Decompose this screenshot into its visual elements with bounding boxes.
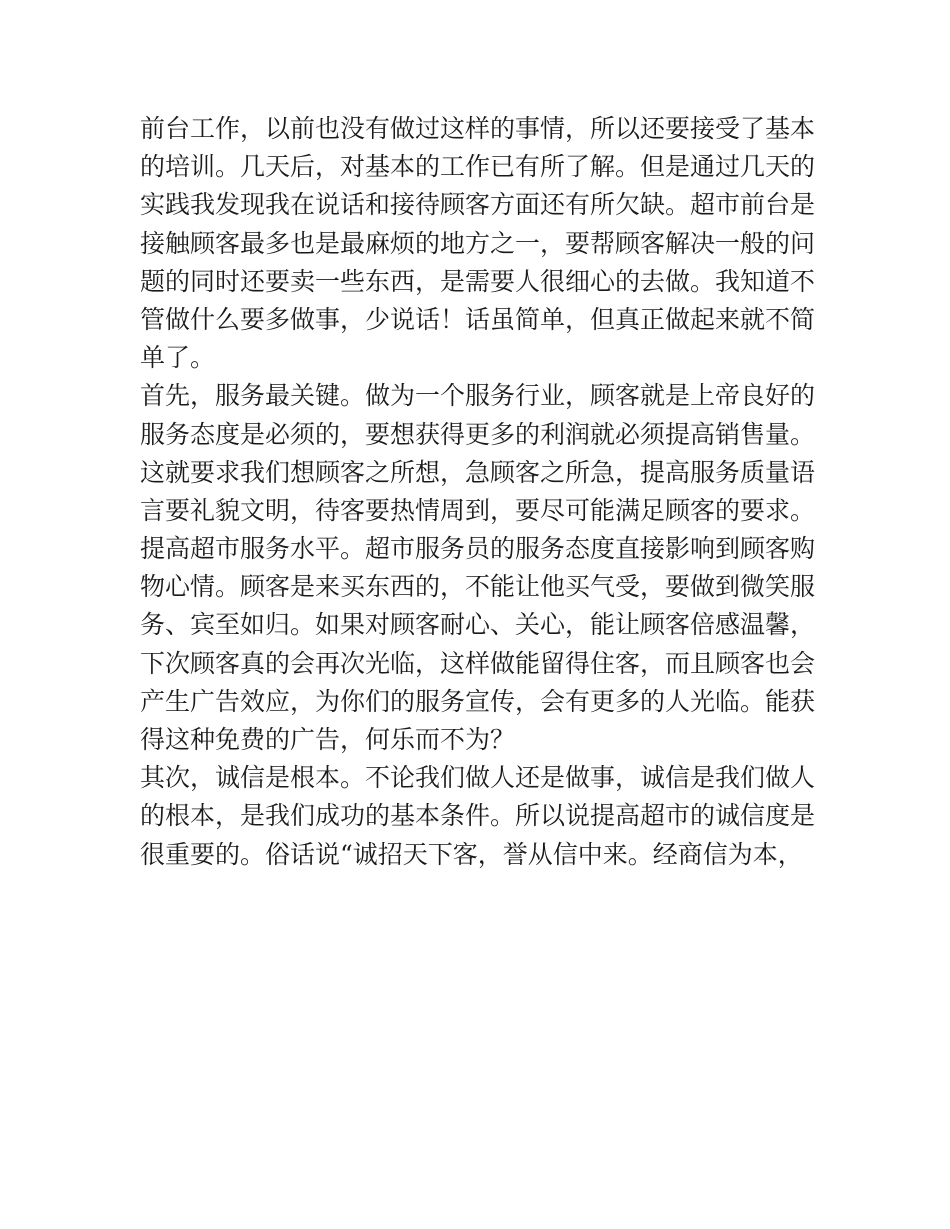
text-line: 其次，诚信是根本。不论我们做人还是做事，诚信是我们做人 — [140, 763, 816, 793]
text-line: 接触顾客最多也是最麻烦的地方之一，要帮顾客解决一般的问 — [140, 228, 816, 258]
text-line: 言要礼貌文明，待客要热情周到，要尽可能满足顾客的要求。 — [140, 495, 816, 525]
document-body-text — [140, 110, 820, 874]
text-line: 实践我发现我在说话和接待顾客方面还有所欠缺。超市前台是 — [140, 190, 816, 220]
text-line: 题的同时还要卖一些东西，是需要人很细心的去做。我知道不 — [140, 266, 816, 296]
text-line: 的根本，是我们成功的基本条件。所以说提高超市的诚信度是 — [140, 801, 816, 831]
text-line: 务、宾至如归。如果对顾客耐心、关心，能让顾客倍感温馨， — [140, 610, 816, 640]
text-line: 的培训。几天后，对基本的工作已有所了解。但是通过几天的 — [140, 152, 816, 182]
text-line: 物心情。顾客是来买东西的，不能让他买气受，要做到微笑服 — [140, 572, 816, 602]
text-line: 首先，服务最关键。做为一个服务行业，顾客就是上帝良好的 — [140, 381, 816, 411]
text-line: 提高超市服务水平。超市服务员的服务态度直接影响到顾客购 — [140, 534, 816, 564]
text-line: 单了。 — [140, 343, 216, 373]
text-line: 下次顾客真的会再次光临，这样做能留得住客，而且顾客也会 — [140, 648, 816, 678]
text-line: 很重要的。俗话说“诚招天下客，誉从信中来。经商信为本， — [140, 839, 803, 869]
text-line: 管做什么要多做事，少说话！话虽简单，但真正做起来就不简 — [140, 304, 816, 334]
text-line: 这就要求我们想顾客之所想，急顾客之所急，提高服务质量语 — [140, 457, 816, 487]
text-line: 前台工作，以前也没有做过这样的事情，所以还要接受了基本 — [140, 114, 816, 143]
text-line: 服务态度是必须的，要想获得更多的利润就必须提高销售量。 — [140, 419, 816, 449]
text-line: 得这种免费的广告，何乐而不为？ — [140, 725, 516, 754]
text-line: 产生广告效应，为你们的服务宣传，会有更多的人光临。能获 — [140, 686, 816, 716]
